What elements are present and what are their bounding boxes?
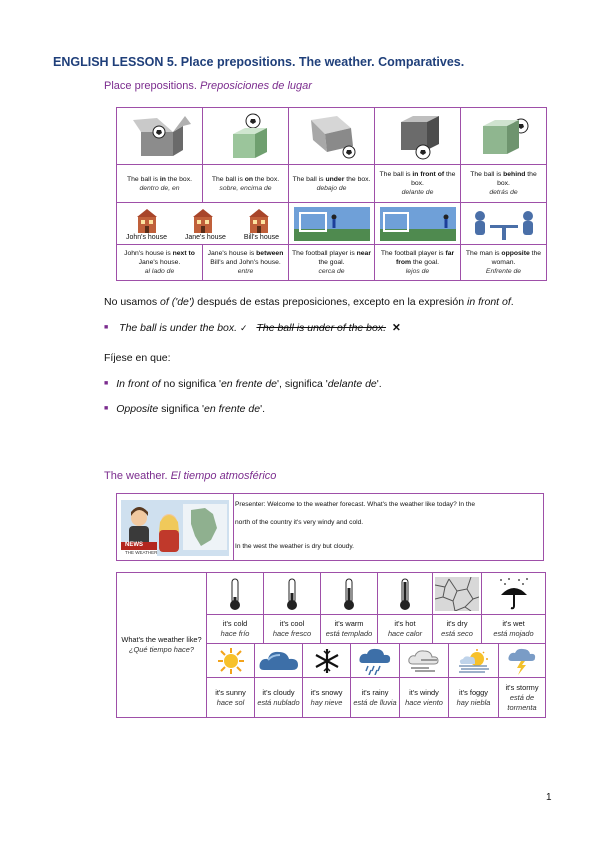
cool-icon-cell: [264, 573, 321, 615]
houses-cell: [117, 203, 289, 245]
wet-icon-cell: [482, 573, 546, 615]
people-opposite-icon: [466, 207, 542, 241]
cloudy-icon-cell: [255, 644, 303, 678]
presenter-line-1: Presenter: Welcome to the weather forecast. What's the weather like today? In the: [235, 501, 476, 508]
caption-under: The ball is under the box. debajo de: [292, 175, 371, 192]
cold-icon-cell: [207, 573, 264, 615]
ball-in-front-of-box-icon: [383, 112, 453, 160]
windy-icon-cell: [400, 644, 449, 678]
caption-on: The ball is on the box. sobre, encima de: [211, 175, 280, 192]
weather-icon-row-1: [117, 573, 546, 615]
caption-behind: The ball is behind the box. detrás de: [470, 171, 537, 196]
thermometer-cold-icon: [228, 577, 242, 611]
house-label-john: John's house: [125, 233, 167, 241]
news-sublabel: THE WEATHER: [125, 550, 158, 555]
weather-question: What's the weather like? ¿Qué tiempo hace?: [121, 635, 202, 654]
caption-snowy: it's snowy hay nieve: [310, 687, 343, 707]
ball-under-box-cell: [289, 108, 375, 165]
weather-table: [116, 572, 546, 718]
weather-heading-en: The weather.: [104, 470, 168, 482]
umbrella-rain-icon: [497, 577, 531, 611]
foggy-icon-cell: [449, 644, 499, 678]
caption-dry: it's dry está seco: [441, 619, 473, 638]
rainy-icon-cell: [351, 644, 400, 678]
caption-rainy: it's rainy está de lluvia: [353, 687, 397, 707]
prepositions-caption-row-1: [117, 165, 547, 203]
prepositions-caption-row-2: [117, 245, 547, 281]
cloud-icon: [258, 648, 300, 674]
bullet-opposite: ■ Opposite significa 'en frente de'.: [104, 403, 266, 415]
player-far-goal-cell: [375, 203, 461, 245]
prepositions-image-row-1: [117, 108, 547, 165]
hot-icon-cell: [378, 573, 433, 615]
page-title: ENGLISH LESSON 5. Place prepositions. The weather. Comparatives.: [53, 55, 465, 69]
caption-hot: it's hot hace calor: [387, 619, 423, 638]
news-label: NEWS: [125, 542, 143, 548]
caption-in-front-of: The ball is in front of the box. delante de: [379, 171, 456, 196]
caption-cold: it's cold hace frío: [220, 619, 250, 638]
ball-in-front-of-box-cell: [375, 108, 461, 165]
page-number: 1: [546, 792, 552, 803]
ball-on-box-icon: [211, 112, 281, 160]
news-image-cell: [117, 494, 234, 560]
player-near-goal-cell: [289, 203, 375, 245]
presenter-line-2: north of the country it's very windy and cold.: [235, 519, 364, 526]
prepositions-table: [116, 107, 547, 281]
sun-icon: [216, 647, 246, 675]
weather-heading-es: El tiempo atmosférico: [170, 470, 277, 482]
ball-behind-box-icon: [469, 112, 539, 160]
snowy-icon-cell: [303, 644, 351, 678]
warm-icon-cell: [321, 573, 378, 615]
caption-between: Jane's house is between Bill's and John's house. entre: [207, 250, 284, 275]
cross-icon: ✕: [391, 322, 401, 334]
note-paragraph: No usamos of ('de') después de estas preposiciones, excepto en la expresión in front of.: [104, 296, 514, 308]
check-icon: ✓: [239, 323, 248, 333]
house-label-bill: Bill's house: [243, 233, 280, 241]
caption-cloudy: it's cloudy está nublado: [257, 687, 300, 707]
wrong-sentence: The ball is under of the box.: [256, 322, 387, 334]
prepositions-heading-es: Preposiciones de lugar: [200, 80, 312, 92]
ball-in-box-icon: [125, 112, 195, 160]
bullet-in-front-of: ■ In front of no significa 'en frente de', significa 'delante de'.: [104, 378, 382, 390]
caption-windy: it's windy hace viento: [405, 687, 443, 707]
thermometer-warm-icon: [342, 577, 356, 611]
dry-icon-cell: [433, 573, 482, 615]
fijese-label: Fíjese en que:: [104, 352, 171, 364]
caption-sunny: it's sunny hace sol: [215, 687, 246, 707]
sunny-icon-cell: [207, 644, 255, 678]
caption-warm: it's warm está templado: [325, 619, 373, 638]
prepositions-heading: [104, 80, 312, 92]
caption-in: The ball is in the box. dentro de, en: [127, 175, 192, 192]
fog-icon: [457, 648, 491, 674]
ball-on-box-cell: [203, 108, 289, 165]
wind-icon: [407, 648, 441, 674]
player-far-goal-icon: [380, 207, 456, 241]
prepositions-image-row-2: [117, 203, 547, 245]
weather-forecast-box: [116, 493, 544, 561]
caption-next-to: John's house is next to Jane's house. al lado de: [124, 250, 195, 275]
presenter-line-3: In the west the weather is dry but cloudy.: [235, 543, 354, 550]
correct-sentence: The ball is under the box.: [119, 322, 238, 334]
caption-far-from: The football player is far from the goal. lejos de: [380, 250, 455, 275]
caption-wet: it's wet está mojado: [493, 619, 534, 638]
stormy-icon-cell: [499, 644, 546, 678]
rain-cloud-icon: [358, 647, 392, 675]
house-label-jane: Jane's house: [184, 233, 226, 241]
caption-stormy: it's stormy está de tormenta: [505, 682, 539, 712]
caption-near: The football player is near the goal. cerca de: [292, 250, 371, 275]
caption-opposite: The man is opposite the woman. Enfrente de: [465, 250, 542, 275]
player-near-goal-icon: [294, 207, 370, 241]
snowflake-icon: [314, 648, 340, 674]
thermometer-cool-icon: [285, 577, 299, 611]
ball-under-box-icon: [297, 112, 367, 160]
thermometer-hot-icon: [398, 577, 412, 611]
house-labels: [117, 234, 288, 241]
prepositions-heading-en: Place prepositions.: [104, 80, 197, 92]
bullet-example: ■ The ball is under the box. ✓ The ball is under of the box. ✕: [104, 322, 401, 334]
weather-heading: [104, 470, 276, 482]
caption-foggy: it's foggy hay niebla: [456, 687, 491, 707]
people-opposite-cell: [461, 203, 547, 245]
weather-question-cell: [117, 573, 207, 718]
caption-cool: it's cool hace fresco: [272, 619, 312, 638]
houses-icon: [123, 207, 283, 233]
ball-behind-box-cell: [461, 108, 547, 165]
dry-ground-icon: [435, 577, 479, 611]
ball-in-box-cell: [117, 108, 203, 165]
storm-icon: [507, 647, 537, 675]
